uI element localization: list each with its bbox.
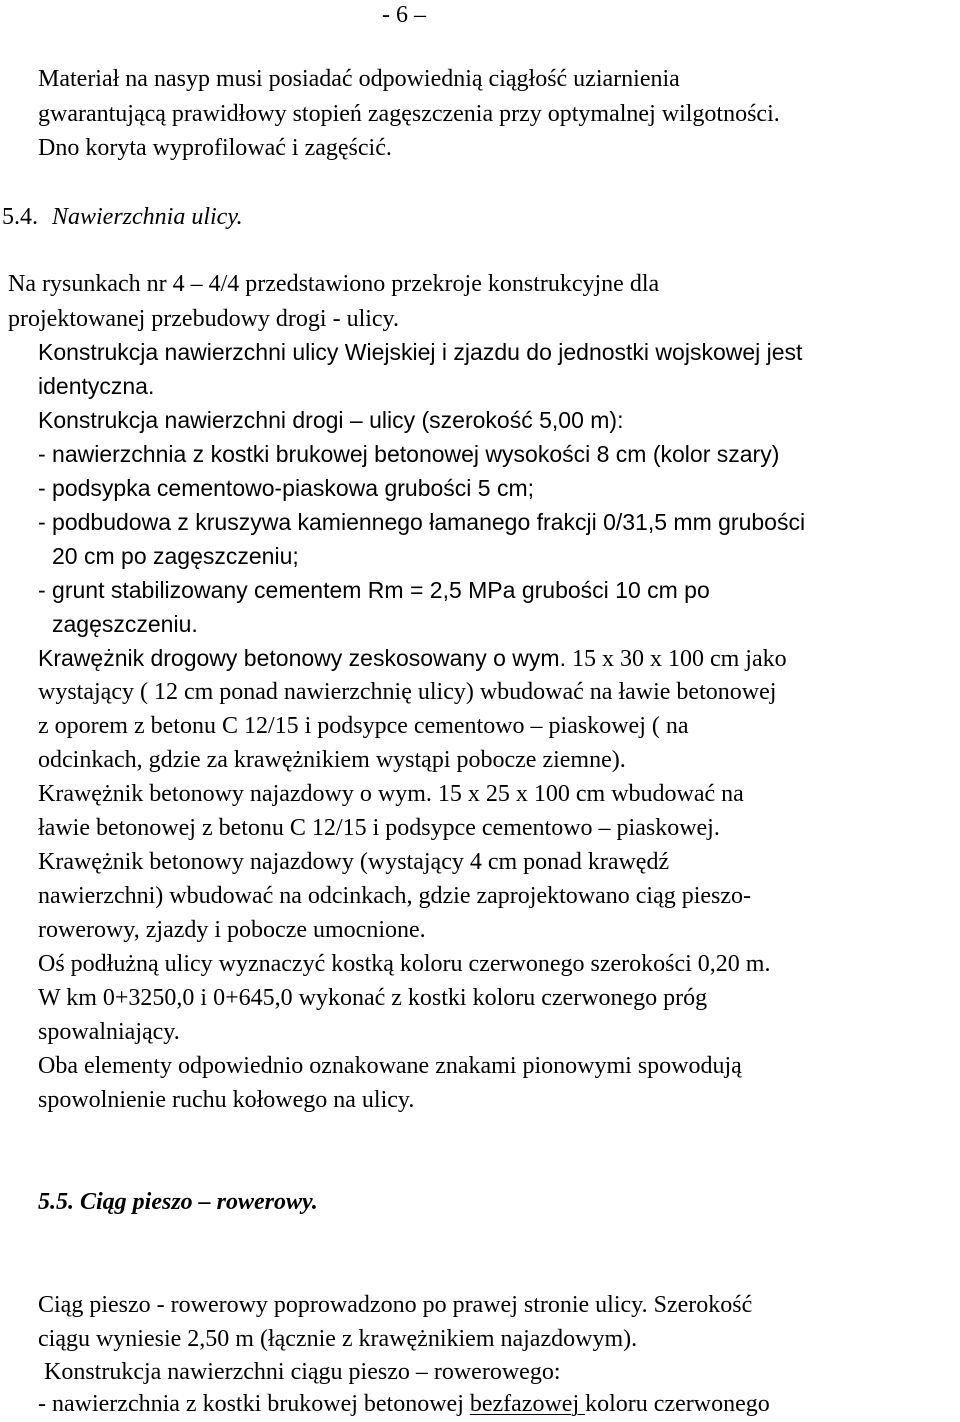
section-number: 5.4.: [2, 204, 38, 230]
paragraph-line: [38, 1392, 770, 1416]
paragraph-line: wystający ( 12 cm ponad nawierzchnię ulicy) wbudować na ławie betonowej: [38, 679, 777, 705]
underlined-word: bezfazowej: [469, 1391, 586, 1417]
paragraph-line: spowolnienie ruchu kołowego na ulicy.: [38, 1087, 415, 1113]
spec-line: - podbudowa z kruszywa kamiennego łamanego frakcji 0/31,5 mm grubości: [38, 509, 806, 535]
curb-spec-start: Krawężnik drogowy betonowy zeskosowany o wym.: [38, 645, 566, 671]
paragraph-line: nawierzchni) wbudować na odcinkach, gdzie zaprojektowano ciąg pieszo-: [38, 883, 752, 909]
intro-line: gwarantującą prawidłowy stopień zagęszczenia przy optymalnej wilgotności.: [38, 101, 780, 127]
paragraph-line: odcinkach, gdzie za krawężnikiem wystąpi pobocze ziemne).: [38, 747, 626, 773]
paragraph-line: Oba elementy odpowiednio oznakowane znakami pionowymi spowodują: [38, 1053, 742, 1079]
spec-line: - nawierzchnia z kostki brukowej betonowej wysokości 8 cm (kolor szary): [38, 441, 780, 467]
paragraph-line: Na rysunkach nr 4 – 4/4 przedstawiono przekroje konstrukcyjne dla: [8, 271, 660, 297]
spec-line: - podsypka cementowo-piaskowa grubości 5 cm;: [38, 475, 535, 501]
spec-line: identyczna.: [38, 373, 155, 399]
line-text: - nawierzchnia z kostki brukowej betonowej: [38, 1391, 470, 1417]
paragraph-line: z oporem z betonu C 12/15 i podsypce cementowo – piaskowej ( na: [38, 713, 689, 739]
paragraph-line: ławie betonowej z betonu C 12/15 i podsypce cementowo – piaskowej.: [38, 815, 720, 841]
section-5-5-heading: 5.5. Ciąg pieszo – rowerowy.: [38, 1189, 318, 1215]
page-number: - 6 –: [382, 2, 426, 28]
paragraph-line: ciągu wyniesie 2,50 m (łącznie z krawężnikiem najazdowym).: [38, 1326, 638, 1352]
spec-line: Konstrukcja nawierzchni ulicy Wiejskiej i zjazdu do jednostki wojskowej jest: [38, 339, 803, 365]
intro-line: Dno koryta wyprofilować i zagęścić.: [38, 135, 392, 161]
curb-spec-dimensions: 15 x 30 x 100 cm jako: [571, 646, 787, 672]
paragraph-line: Konstrukcja nawierzchni ciągu pieszo – rowerowego:: [44, 1359, 561, 1385]
section-title: Nawierzchnia ulicy.: [52, 204, 243, 230]
paragraph-line: Krawężnik betonowy najazdowy o wym. 15 x 25 x 100 cm wbudować na: [38, 781, 744, 807]
spec-line: Konstrukcja nawierzchni drogi – ulicy (szerokość 5,00 m):: [38, 407, 624, 433]
paragraph-line: W km 0+3250,0 i 0+645,0 wykonać z kostki koloru czerwonego próg: [38, 985, 708, 1011]
spec-line: - grunt stabilizowany cementem Rm = 2,5 MPa grubości 10 cm po: [38, 577, 710, 603]
paragraph-line: spowalniający.: [38, 1019, 180, 1045]
spec-line: zagęszczeniu.: [52, 611, 198, 637]
paragraph-line: Oś podłużną ulicy wyznaczyć kostką koloru czerwonego szerokości 0,20 m.: [38, 951, 771, 977]
section-5-4-heading: [2, 205, 243, 229]
intro-line: Materiał na nasyp musi posiadać odpowiednią ciągłość uziarnienia: [38, 66, 680, 92]
paragraph-line: Ciąg pieszo - rowerowy poprowadzono po prawej stronie ulicy. Szerokość: [38, 1292, 753, 1318]
paragraph-line: projektowanej przebudowy drogi - ulicy.: [8, 306, 399, 332]
line-text: koloru czerwonego: [585, 1391, 770, 1417]
paragraph-line: Krawężnik betonowy najazdowy (wystający 4 cm ponad krawędź: [38, 849, 670, 875]
spec-line: 20 cm po zagęszczeniu;: [52, 543, 299, 569]
spec-line-mixed: [38, 647, 787, 671]
paragraph-line: rowerowy, zjazdy i pobocze umocnione.: [38, 917, 426, 943]
